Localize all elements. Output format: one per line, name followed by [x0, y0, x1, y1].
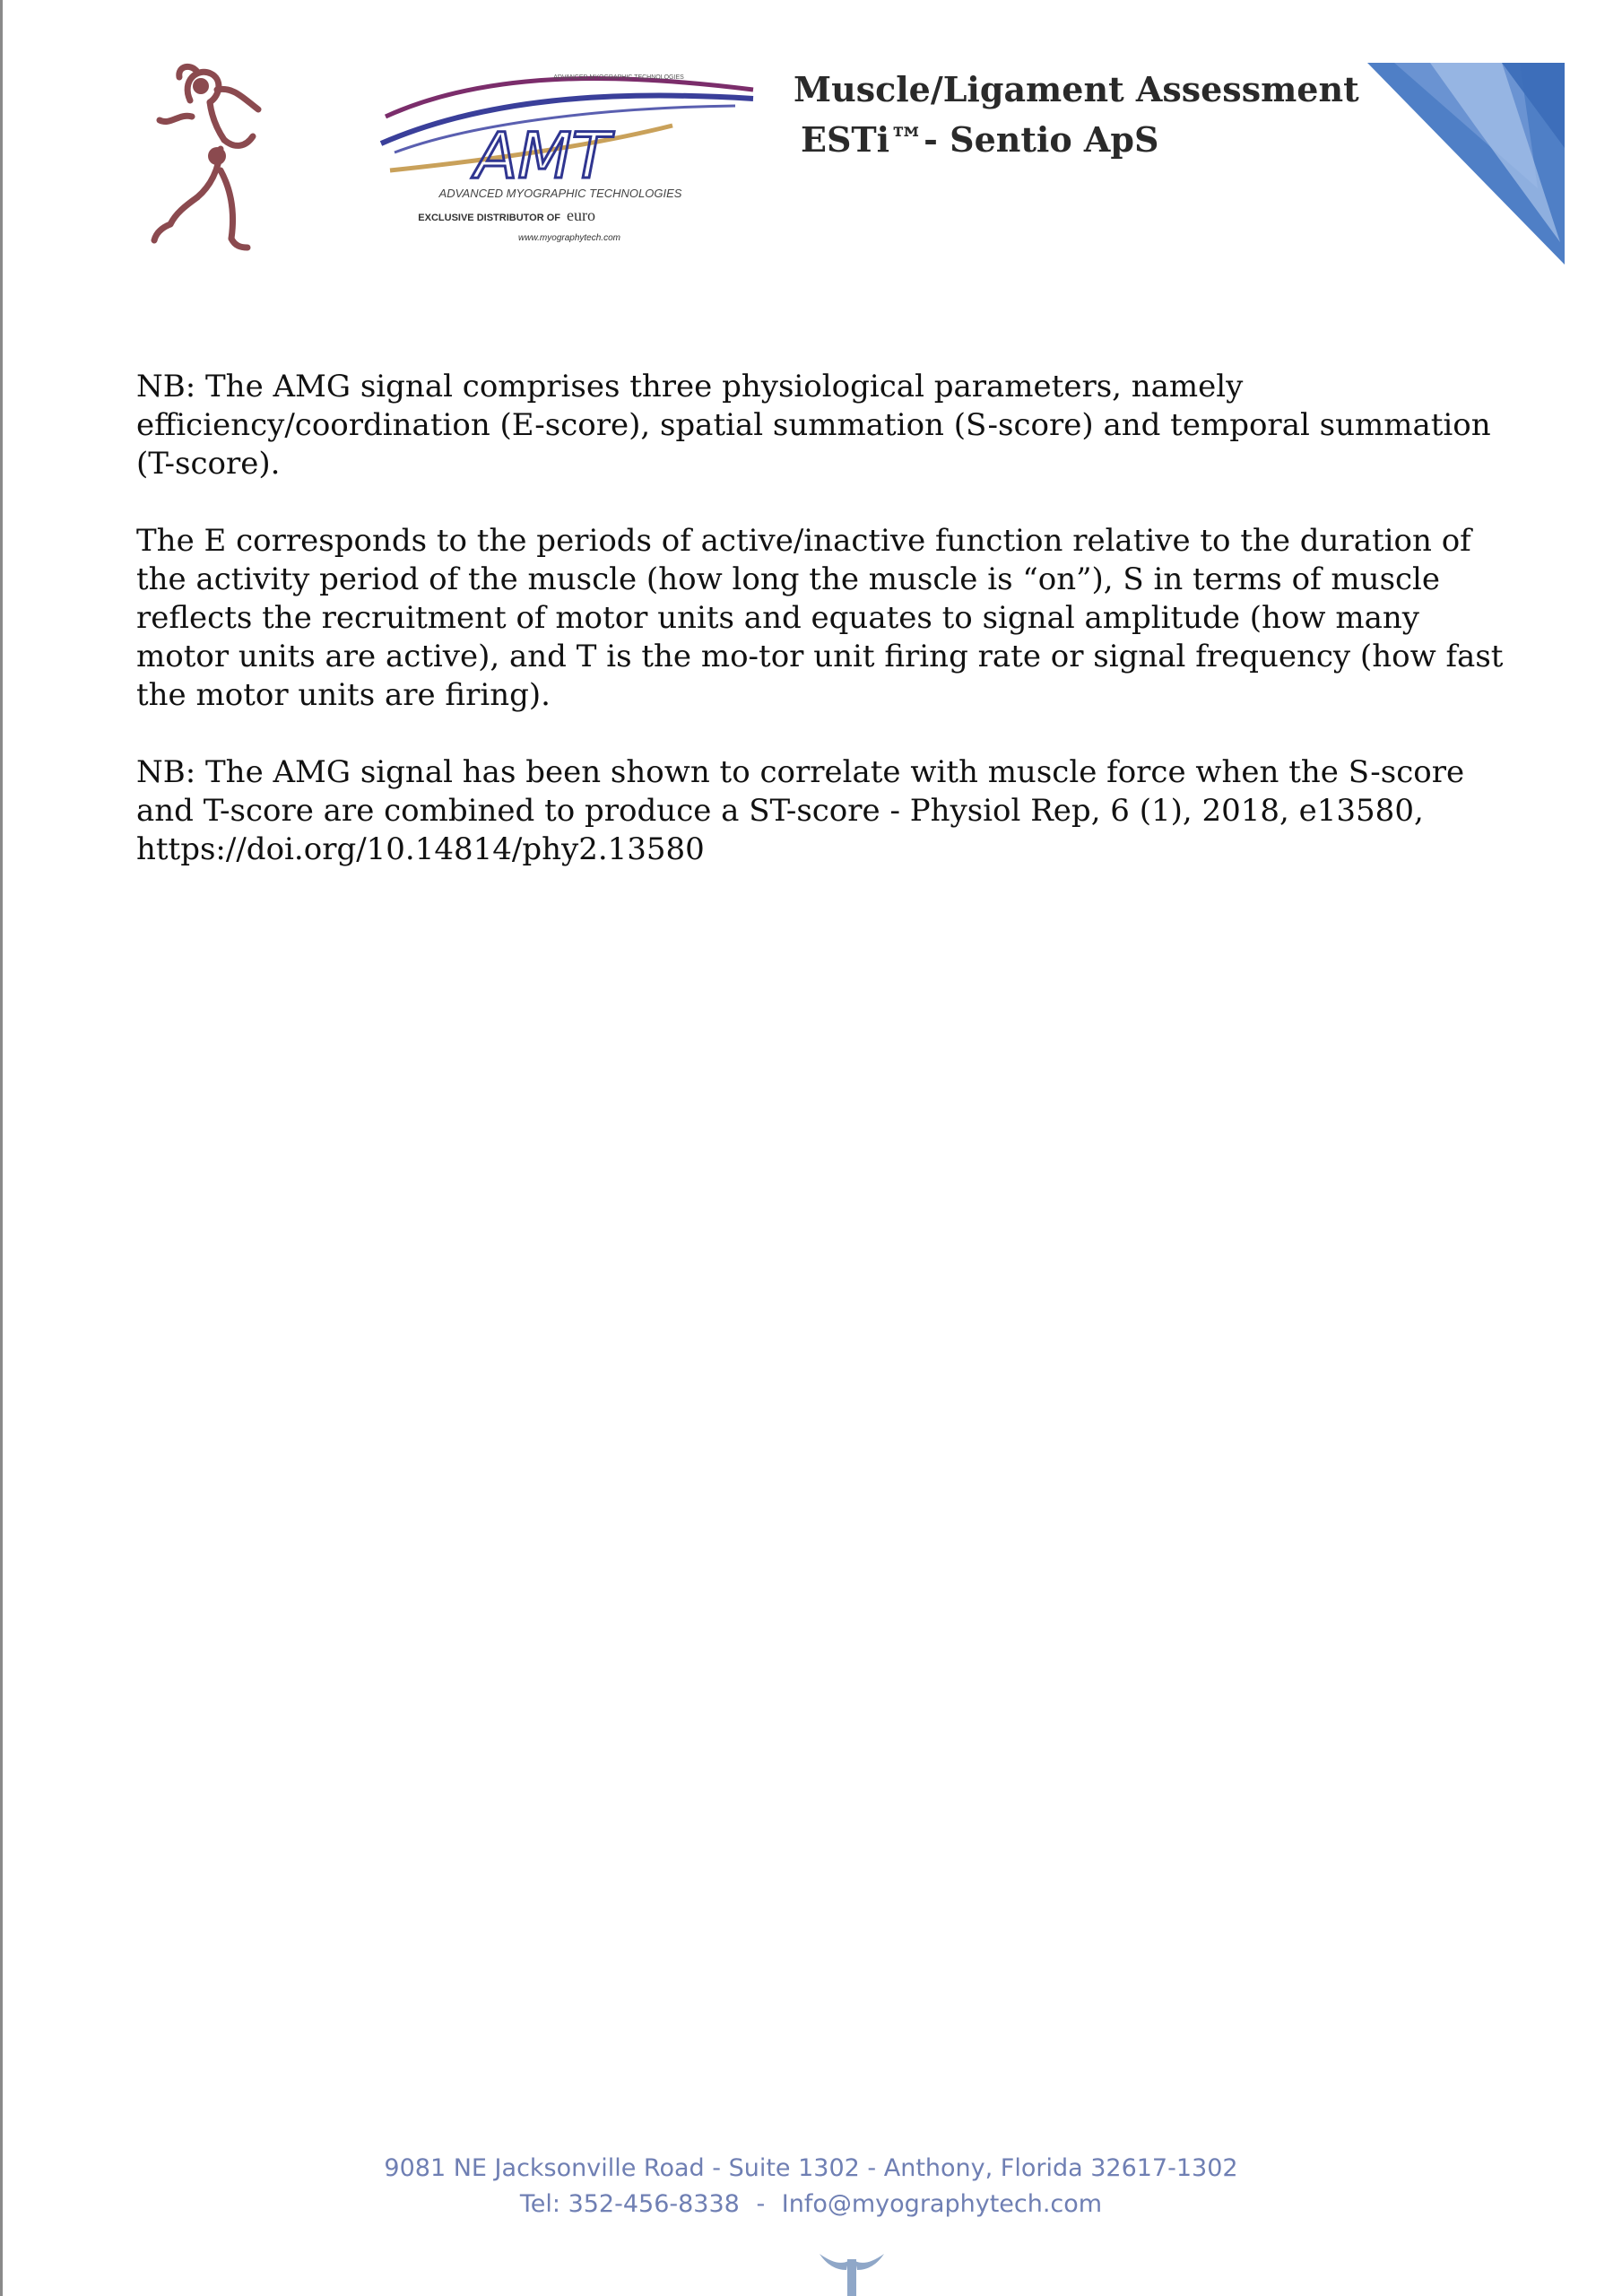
svg-text:AMT: AMT — [474, 119, 611, 193]
footer-emblem-icon — [816, 2247, 888, 2296]
paragraph-force-correlation-text: NB: The AMG signal has been shown to correlate with muscle force when the S-score and T-score are combined to produce a ST-score - Physiol Rep, 6 (1), 2018, e13580, — [136, 754, 1465, 829]
paragraph-score-definitions: The E corresponds to the periods of active/inactive function relative to the duration of the activity period of the muscle (how long the muscle is “on”), S in terms of muscle reflects the recruitment of motor units and equates to signal amplitude (how many motor units are active), and T is the mo-tor unit firing rate or signal frequency (how fast the motor units are firing). — [136, 523, 1504, 713]
svg-text:ADVANCED MYOGRAPHIC TECHNOLOGI: ADVANCED MYOGRAPHIC TECHNOLOGIES — [438, 187, 682, 200]
corner-ribbon-icon — [1367, 63, 1565, 265]
svg-text:euro: euro — [567, 206, 595, 224]
document-title — [794, 65, 1359, 165]
footer-email[interactable]: Info@myographytech.com — [781, 2190, 1103, 2218]
footer-contact — [0, 2190, 1622, 2218]
dancing-figure-logo-icon — [134, 63, 278, 256]
footer-phone: Tel: 352-456-8338 — [519, 2190, 740, 2218]
footer-separator: - — [756, 2190, 766, 2218]
paragraph-force-correlation — [136, 753, 1517, 869]
amt-logo-icon — [377, 63, 762, 256]
svg-text:EXCLUSIVE DISTRIBUTOR OF: EXCLUSIVE DISTRIBUTOR OF — [418, 213, 560, 223]
svg-text:www.myographytech.com: www.myographytech.com — [518, 233, 620, 243]
document-body — [136, 368, 1517, 908]
page-left-border — [0, 0, 3, 2296]
doi-link[interactable]: https://doi.org/10.14814/phy2.13580 — [136, 831, 705, 867]
paragraph-amg-parameters: NB: The AMG signal comprises three physiological parameters, namely efficiency/coordination (E-score), spatial summation (S-score) and temporal summation (T-score). — [136, 369, 1491, 482]
svg-text:ADVANCED MYOGRAPHIC TECHNOLOGI: ADVANCED MYOGRAPHIC TECHNOLOGIES — [553, 74, 684, 81]
title-line-2: ESTi™- Sentio ApS — [801, 119, 1159, 160]
footer-address: 9081 NE Jacksonville Road - Suite 1302 - Anthony, Florida 32617-1302 — [384, 2154, 1238, 2182]
title-line-1: Muscle/Ligament Assessment — [794, 69, 1359, 109]
